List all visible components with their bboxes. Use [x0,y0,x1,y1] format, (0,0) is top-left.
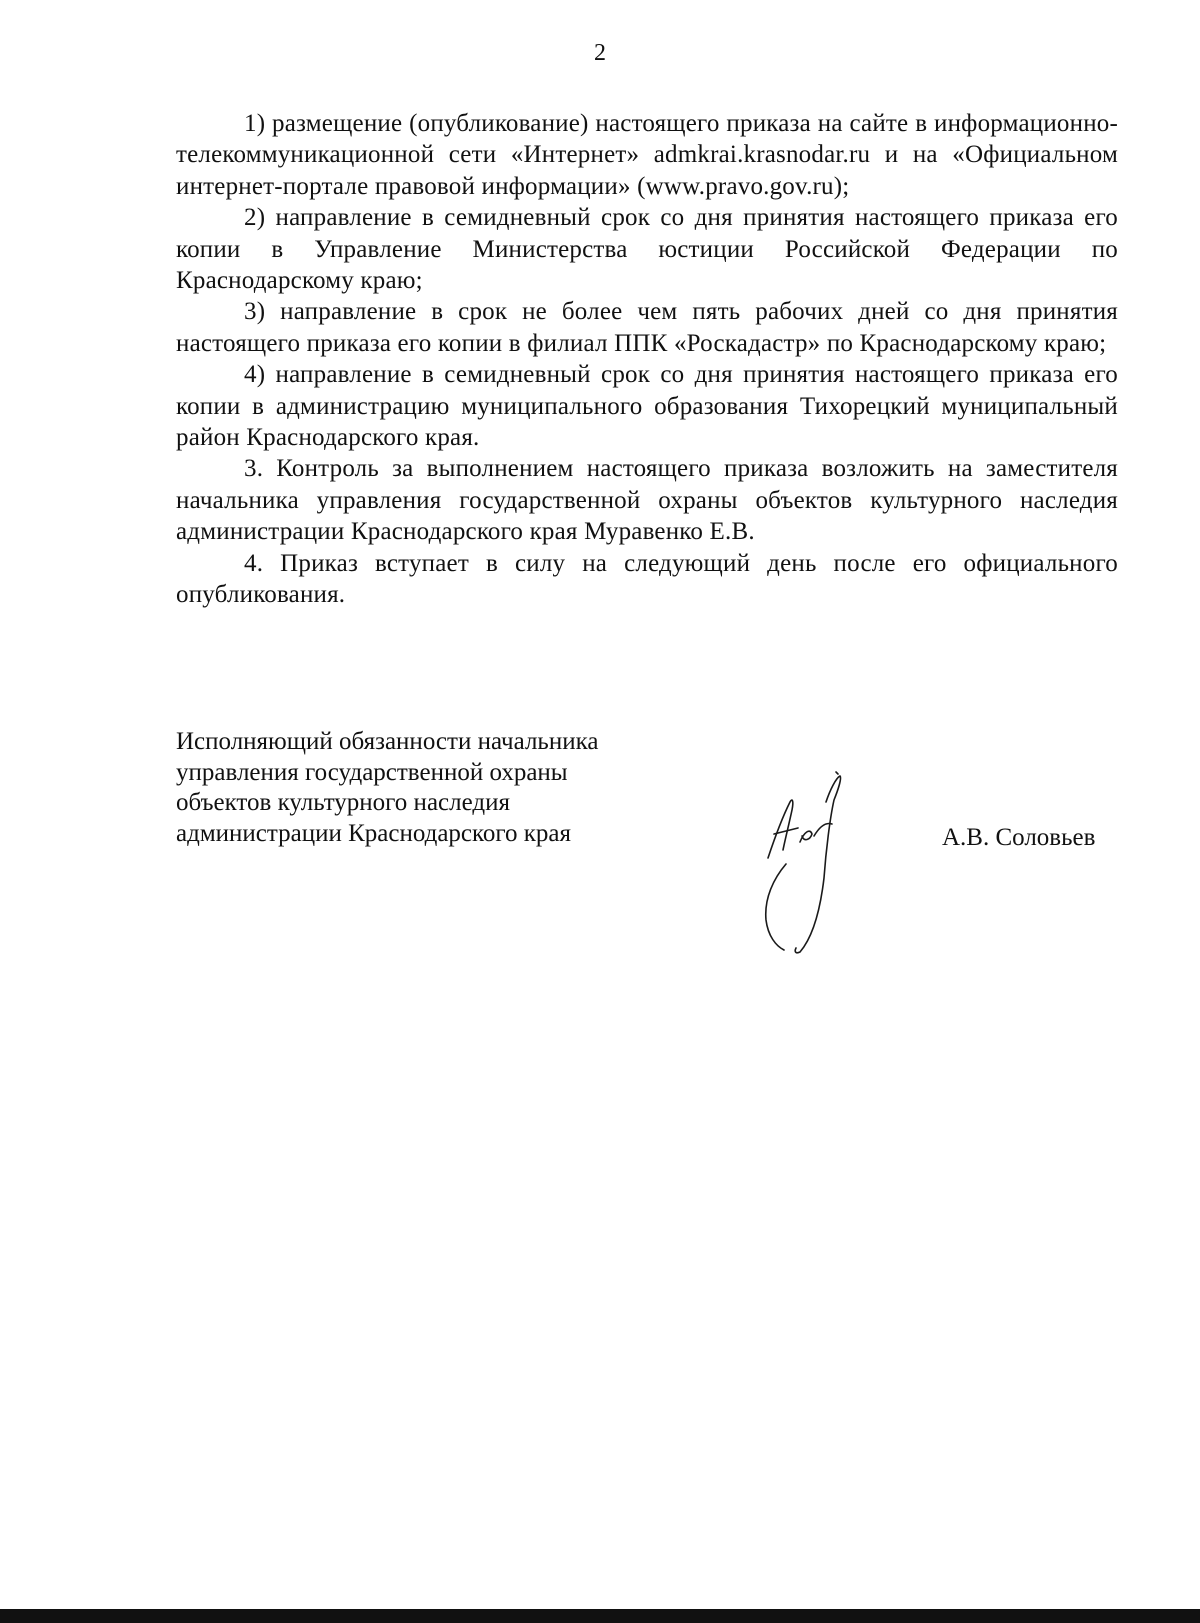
signer-position-line: Исполняющий обязанности начальника [176,728,599,755]
signer-position-line: управления государственной охраны [176,758,568,786]
signer-name: А.В. Соловьев [942,824,1096,851]
signer-position [176,727,598,849]
paragraph-control: 3. Контроль за выполнением настоящего приказа возложить на заместителя начальника управления государственной охраны объектов культурного наследия администрации Краснодарского края Муравенко Е.В. [176,455,1118,546]
page-number: 2 [594,40,606,66]
scan-bottom-edge [0,1609,1200,1623]
paragraph-publication: 1) размещение (опубликование) настоящего приказа на сайте в информационно-телекоммуникационной сети «Интернет» admkrai.krasnodar.ru и на «Официальном интернет-портале правовой информации» (www.pravo.gov.ru); [176,110,1118,200]
paragraph-roskadastr: 3) направление в срок не более чем пять рабочих дней со дня принятия настоящего приказа его копии в филиал ППК «Роскадастр» по Краснодарскому краю; [176,298,1118,357]
handwritten-signature [760,770,870,960]
paragraph-tikhoretsk-administration: 4) направление в семидневный срок со дня принятия настоящего приказа его копии в администрацию муниципального образования Тихорецкий муниципальный район Краснодарского края. [176,361,1118,452]
signer-position-line: администрации Краснодарского края [176,819,572,847]
paragraph-entry-into-force: 4. Приказ вступает в силу на следующий день после его официального опубликования. [176,549,1118,609]
paragraph-ministry-of-justice: 2) направление в семидневный срок со дня принятия настоящего приказа его копии в Управление Министерства юстиции Российской Федерации по Краснодарскому краю; [176,204,1118,295]
signer-position-line: объектов культурного наследия [176,789,510,816]
document-body [176,108,1118,611]
